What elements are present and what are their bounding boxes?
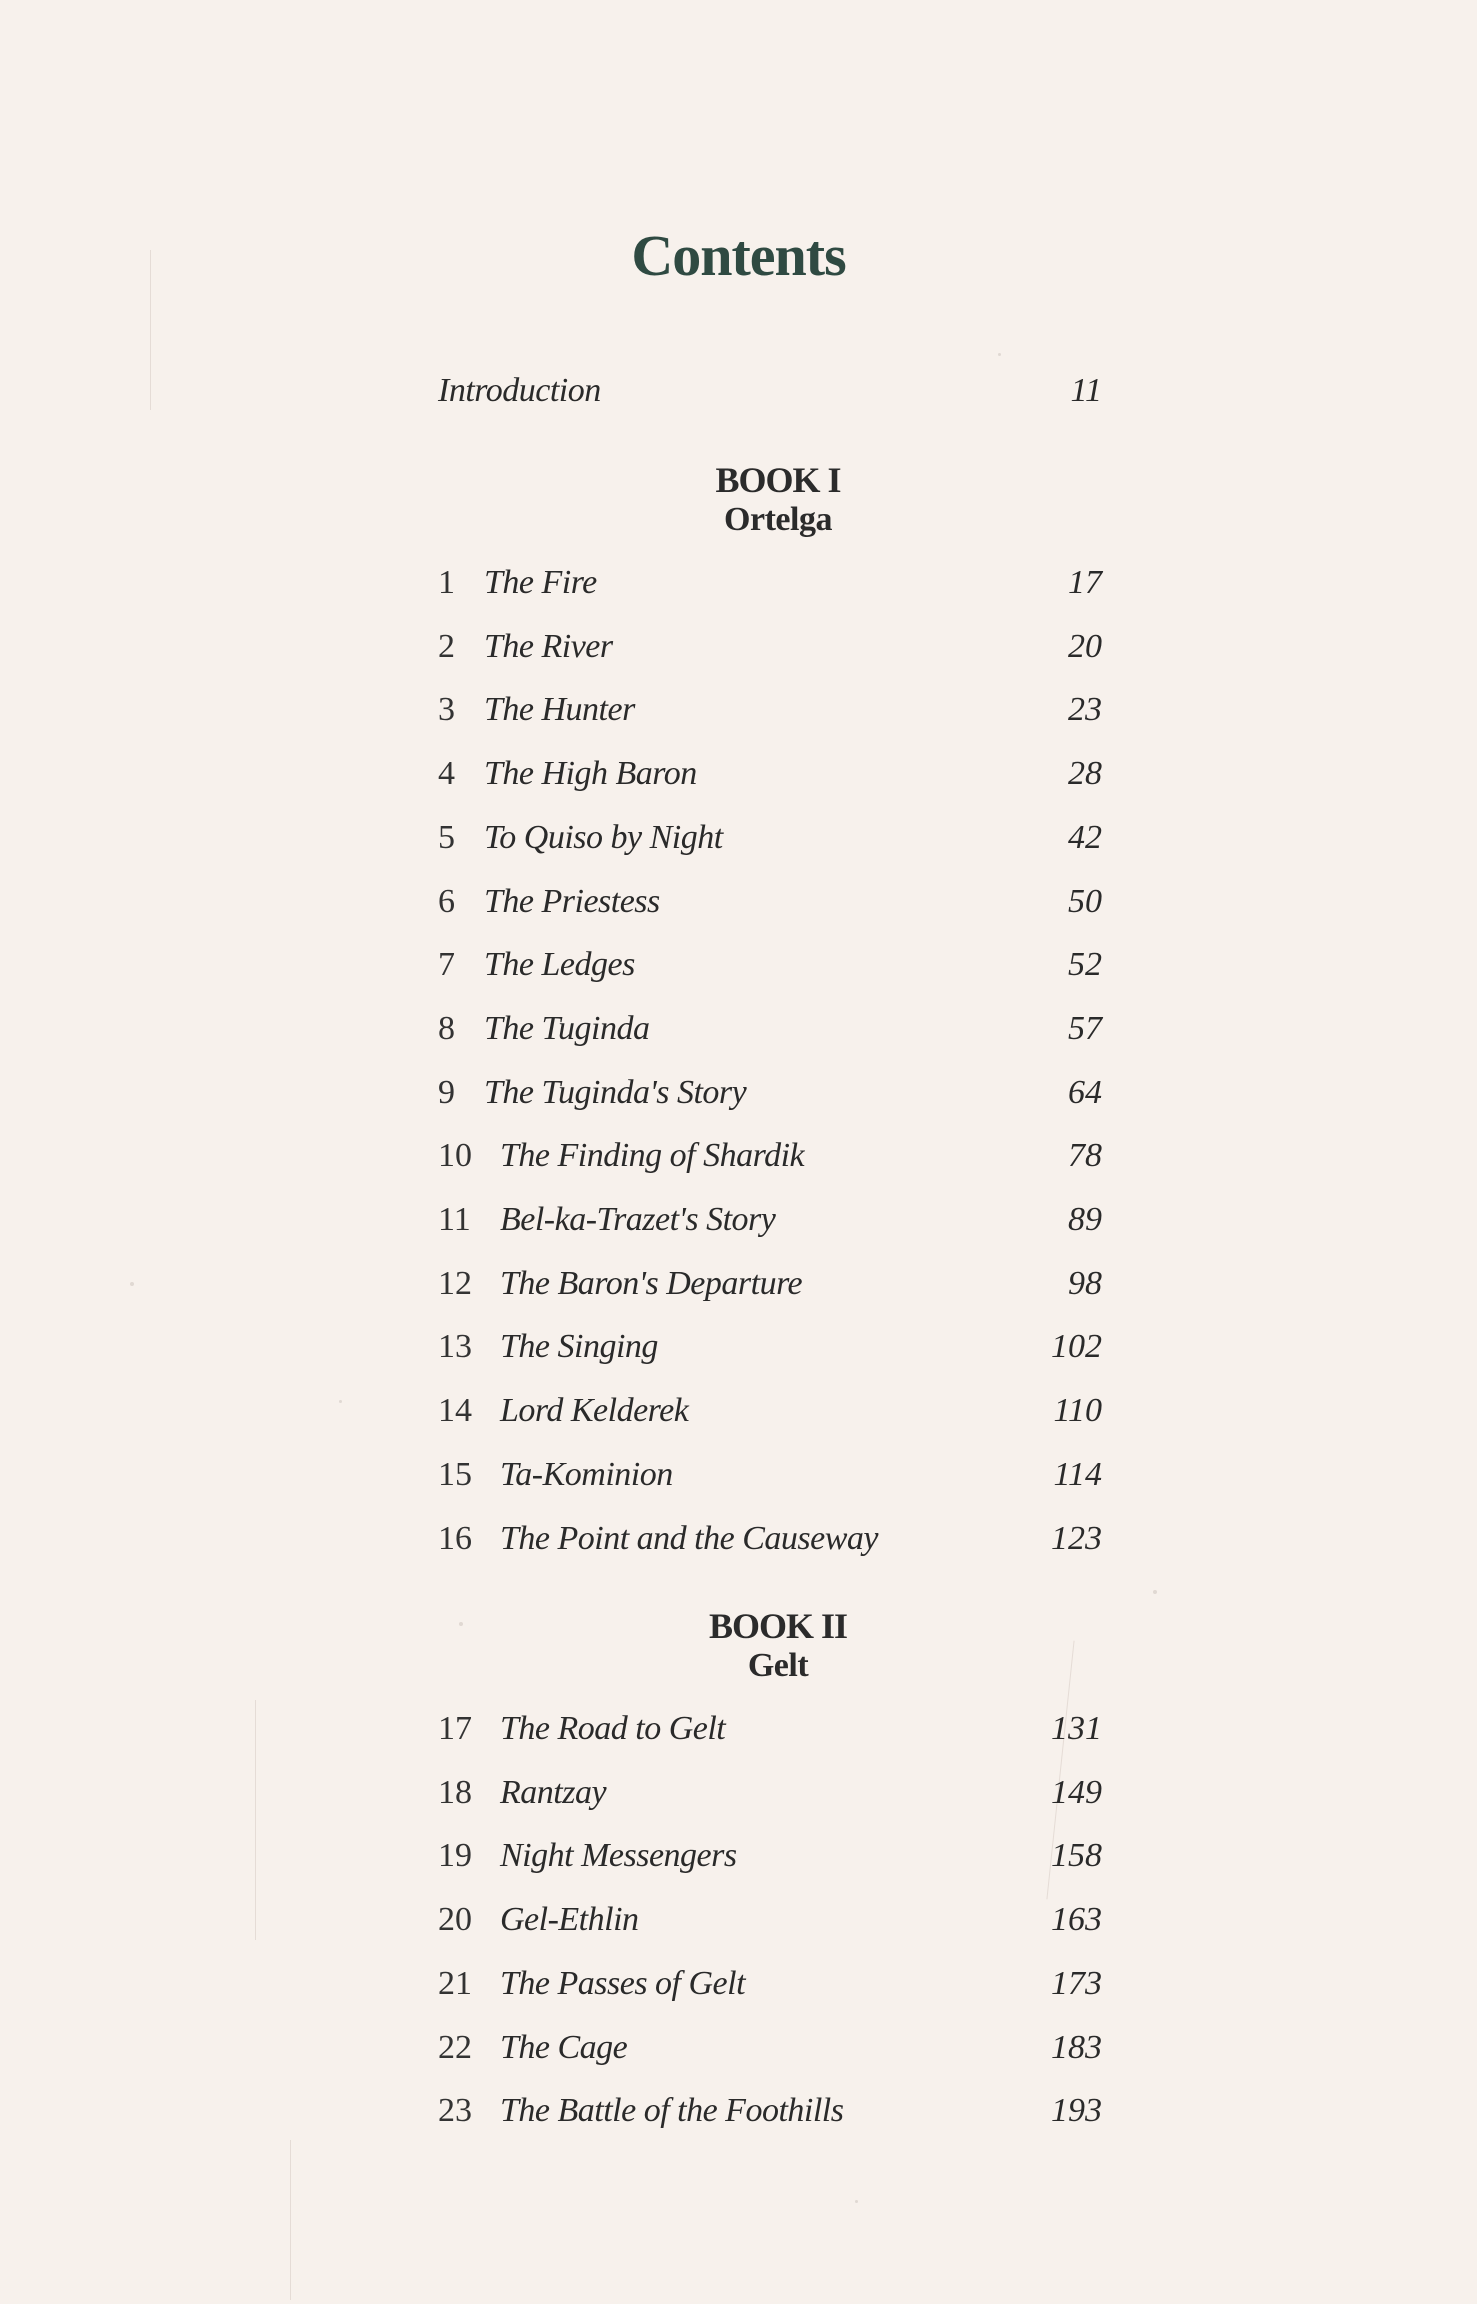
book-heading: BOOK I [715,460,841,500]
toc-chapter-row [438,2021,1102,2075]
chapter-number: 3 [438,691,455,729]
toc-chapter-row [438,875,1102,929]
toc-chapter-row [438,1066,1102,1120]
chapter-title: Ta-Kominion [500,1455,673,1493]
chapter-page: 158 [1051,1837,1102,1875]
chapter-number: 10 [438,1137,472,1175]
chapter-number: 1 [438,564,455,601]
book-heading: BOOK II [708,1606,848,1646]
toc-chapter-row [438,2084,1102,2138]
chapter-page: 102 [1051,1328,1102,1366]
chapter-page: 149 [1051,1773,1102,1811]
chapter-number: 6 [438,882,455,920]
chapter-page: 57 [1068,1009,1102,1047]
toc-chapter-row [438,683,1102,737]
chapter-number: 4 [438,755,455,793]
chapter-title: The Baron's Departure [500,1264,803,1302]
chapter-title: The Finding of Shardik [500,1137,805,1175]
toc-chapter-row [438,1957,1102,2011]
chapter-page: 23 [1068,691,1102,729]
toc-chapter-row [438,1002,1102,1056]
toc-chapter-row [438,556,1102,610]
chapter-page: 52 [1068,946,1102,984]
chapter-number: 23 [438,2092,472,2130]
chapter-page: 98 [1068,1264,1102,1302]
chapter-number: 16 [438,1519,472,1557]
chapter-page: 110 [1053,1392,1102,1430]
chapter-title: The River [484,627,613,665]
book-subtitle: Ortelga [724,501,832,538]
chapter-title: The Fire [484,564,597,601]
chapter-page: 42 [1068,818,1102,856]
chapter-page: 123 [1051,1519,1102,1557]
chapter-number: 9 [438,1073,455,1111]
chapter-title: Gel-Ethlin [500,1901,639,1939]
paper-crease [255,1700,256,1940]
paper-speck [130,1282,134,1286]
toc-chapter-row [438,620,1102,674]
chapter-page: 20 [1068,627,1102,665]
chapter-number: 21 [438,1964,472,2002]
chapter-number: 18 [438,1773,472,1811]
toc-chapter-row [438,1384,1102,1438]
chapter-page: 28 [1068,755,1102,793]
chapter-title: The Point and the Causeway [500,1519,878,1557]
chapter-number: 12 [438,1264,472,1302]
toc-chapter-row [438,1129,1102,1183]
chapter-page: 17 [1068,564,1102,601]
chapter-title: The Tuginda's Story [484,1073,747,1111]
chapter-number: 2 [438,627,455,665]
chapter-title: The Priestess [484,882,660,920]
introduction-page: 11 [1070,372,1102,409]
chapter-page: 183 [1051,2028,1102,2066]
chapter-title: Bel-ka-Trazet's Story [500,1201,776,1238]
chapter-title: The Road to Gelt [500,1710,726,1747]
chapter-title: The Hunter [484,691,635,729]
chapter-title: To Quiso by Night [484,818,723,856]
toc-chapter-row [438,1448,1102,1502]
paper-speck [1153,1590,1157,1594]
chapter-title: Rantzay [500,1773,607,1811]
chapter-title: The Battle of the Foothills [500,2092,844,2130]
chapter-number: 5 [438,818,455,856]
chapter-title: Night Messengers [500,1837,737,1875]
chapter-title: The Ledges [484,946,635,984]
chapter-page: 193 [1051,2092,1102,2130]
toc-chapter-row [438,1320,1102,1374]
toc-chapter-row [438,1829,1102,1883]
chapter-page: 173 [1051,1964,1102,2002]
book-subtitle: Gelt [747,1647,809,1684]
chapter-page: 131 [1051,1710,1102,1747]
chapter-page: 163 [1051,1901,1102,1939]
chapter-number: 19 [438,1837,472,1875]
toc-chapter-row [438,747,1102,801]
chapter-number: 17 [438,1710,472,1747]
chapter-number: 15 [438,1455,472,1493]
toc-chapter-row [438,1766,1102,1820]
page-title: Contents [631,223,846,288]
toc-chapter-row [438,1193,1102,1247]
chapter-page: 50 [1068,882,1102,920]
toc-chapter-row [438,811,1102,865]
toc-chapter-row [438,1512,1102,1566]
chapter-title: The Passes of Gelt [500,1964,746,2002]
chapter-title: The High Baron [484,755,697,793]
chapter-number: 22 [438,2028,472,2066]
chapter-number: 20 [438,1901,472,1939]
chapter-title: The Tuginda [484,1009,650,1047]
chapter-page: 78 [1068,1137,1102,1175]
chapter-page: 64 [1068,1073,1102,1111]
chapter-page: 89 [1068,1201,1102,1238]
paper-speck [998,353,1001,356]
chapter-number: 14 [438,1392,472,1430]
chapter-number: 7 [438,946,455,984]
chapter-number: 11 [438,1201,471,1238]
paper-speck [855,2200,858,2203]
chapter-number: 13 [438,1328,472,1366]
introduction-title: Introduction [438,372,601,409]
chapter-title: Lord Kelderek [500,1392,689,1430]
chapter-number: 8 [438,1009,455,1047]
toc-introduction [438,364,1102,418]
chapter-page: 114 [1053,1455,1102,1493]
toc-chapter-row [438,1702,1102,1756]
chapter-title: The Cage [500,2028,628,2066]
chapter-title: The Singing [500,1328,658,1366]
toc-chapter-row [438,938,1102,992]
paper-speck [339,1400,342,1403]
paper-crease [290,2140,291,2300]
toc-chapter-row [438,1893,1102,1947]
toc-chapter-row [438,1257,1102,1311]
